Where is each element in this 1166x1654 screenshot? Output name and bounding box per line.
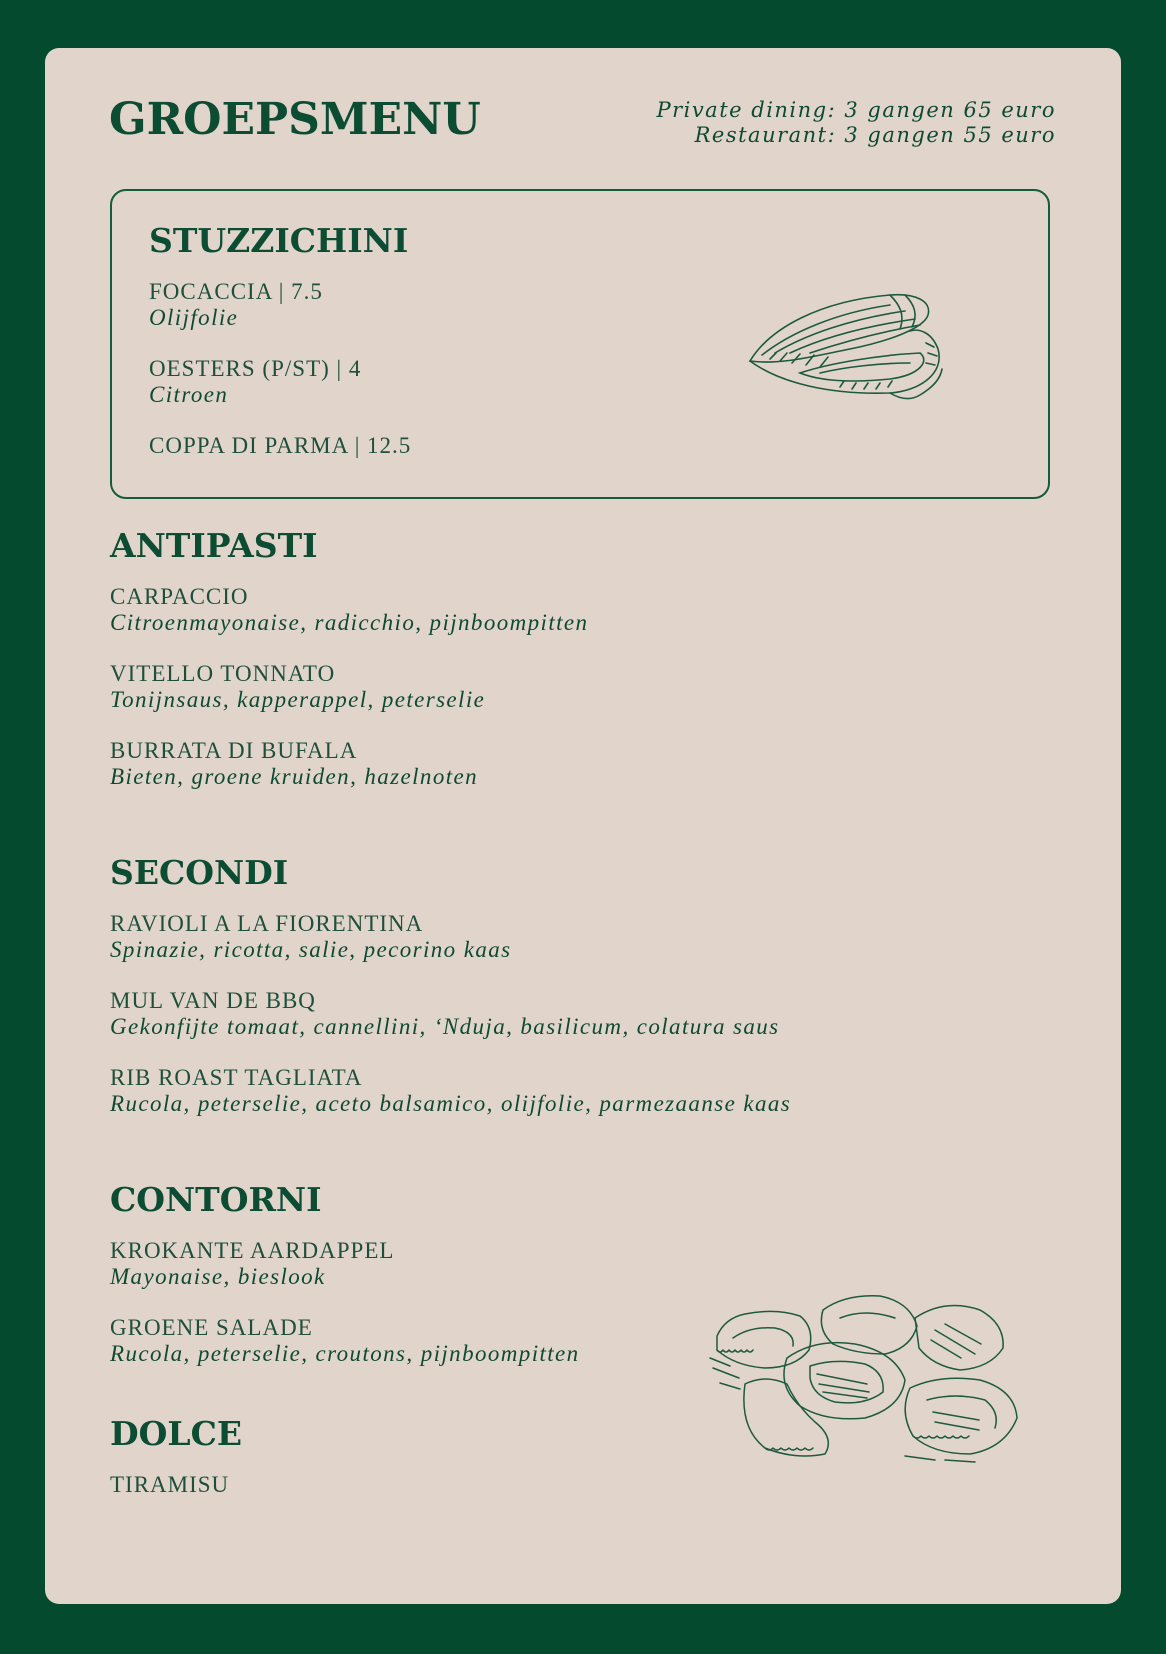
item-description: Mayonaise, bieslook [110,1264,326,1289]
oyster-illustration [740,283,950,408]
item-description: Gekonfijte tomaat, cannellini, ‘Nduja, basilicum, colatura saus [110,1014,780,1039]
price-info [656,98,1056,148]
item-name: BURRATA DI BUFALA [110,738,358,763]
section-stuzzichini [149,221,411,484]
menu-item [149,279,411,331]
section-title: SECONDI [110,853,289,892]
section-title: DOLCE [110,1414,242,1453]
item-description: Spinazie, ricotta, salie, pecorino kaas [110,937,512,962]
item-description: Olijfolie [149,305,239,330]
ravioli-illustration [705,1288,1035,1468]
menu-item [149,356,411,408]
section-antipasti [110,526,588,815]
menu-card [45,48,1121,1604]
section-title: CONTORNI [110,1180,322,1219]
item-name: FOCACCIA | 7.5 [149,279,323,304]
item-description: Citroen [149,382,229,407]
item-name: KROKANTE AARDAPPEL [110,1238,395,1263]
item-description: Tonijnsaus, kapperappel, peterselie [110,687,486,712]
item-name: COPPA DI PARMA | 12.5 [149,433,412,458]
menu-item [110,738,588,790]
menu-item [110,1472,242,1498]
section-title: STUZZICHINI [149,221,409,260]
price-line-private-dining: Private dining: 3 gangen 65 euro [656,98,1056,122]
item-name: MUL VAN DE BBQ [110,988,316,1013]
item-name: VITELLO TONNATO [110,661,336,686]
section-contorni [110,1180,580,1392]
menu-item [110,1238,580,1290]
menu-item [110,1315,580,1367]
item-name: OESTERS (P/ST) | 4 [149,356,362,381]
item-description: Bieten, groene kruiden, hazelnoten [110,764,479,789]
item-name: GROENE SALADE [110,1315,313,1340]
item-name: TIRAMISU [110,1472,230,1497]
menu-item [149,433,411,459]
page-title: GROEPSMENU [109,94,481,145]
section-dolce [110,1414,242,1523]
menu-item [110,661,588,713]
menu-item [110,1065,791,1117]
item-name: RIB ROAST TAGLIATA [110,1065,363,1090]
menu-item [110,988,791,1040]
section-title: ANTIPASTI [110,526,318,565]
item-description: Citroenmayonaise, radicchio, pijnboompitten [110,610,589,635]
item-name: RAVIOLI A LA FIORENTINA [110,911,424,936]
menu-item [110,911,791,963]
section-secondi [110,853,791,1142]
price-line-restaurant: Restaurant: 3 gangen 55 euro [694,123,1056,147]
item-description: Rucola, peterselie, croutons, pijnboompitten [110,1341,580,1366]
item-description: Rucola, peterselie, aceto balsamico, olijfolie, parmezaanse kaas [110,1091,792,1116]
item-name: CARPACCIO [110,584,249,609]
menu-item [110,584,588,636]
